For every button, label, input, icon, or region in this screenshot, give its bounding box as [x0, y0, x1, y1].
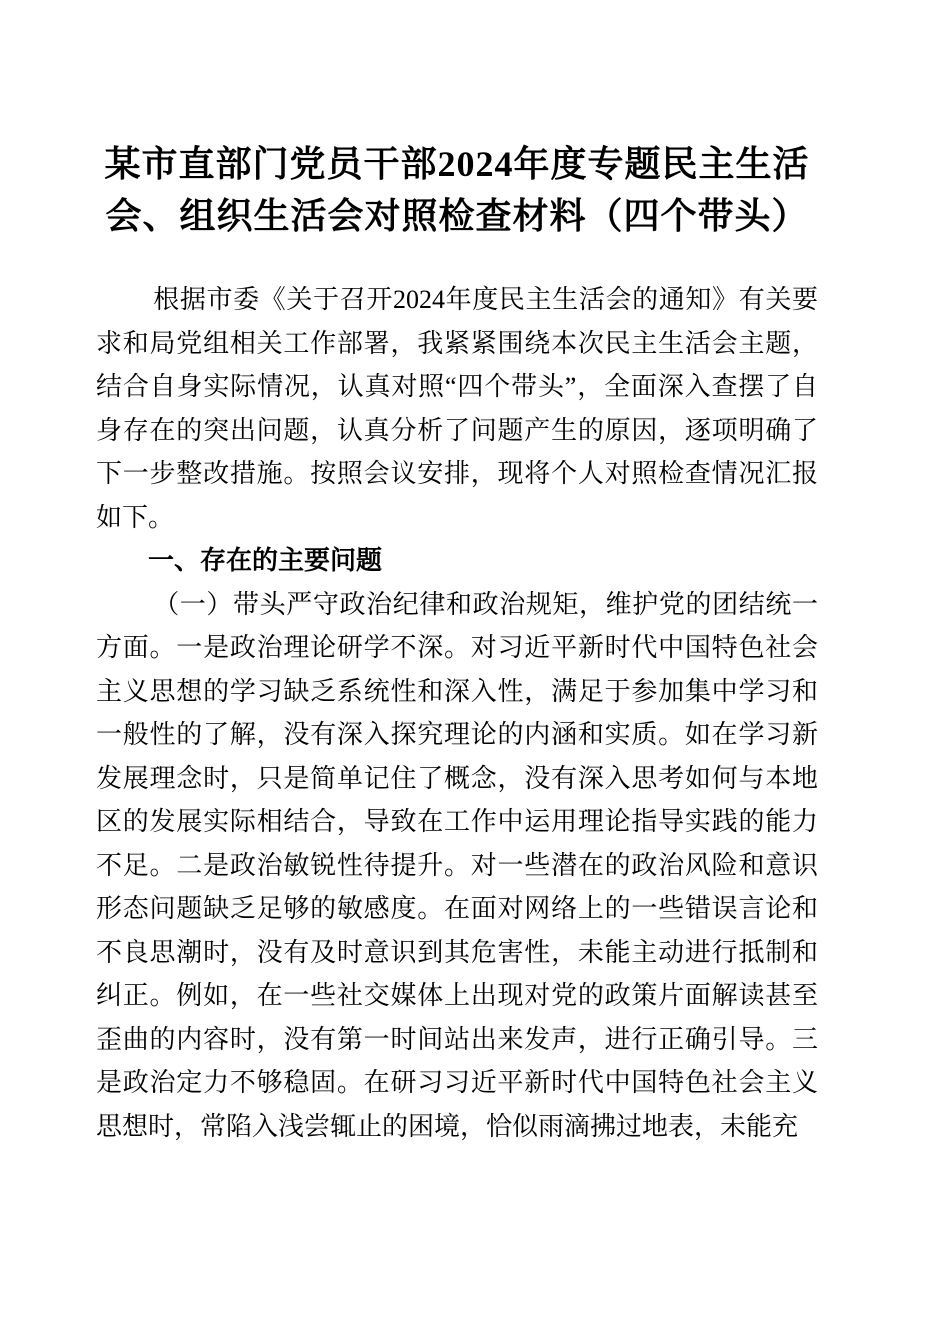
intro-paragraph: 根据市委《关于召开2024年度民主生活会的通知》有关要求和局党组相关工作部署，我紧紧围绕本次民主生活会主题，结合自身实际情况，认真对照“四个带头”，全面深入查摆了自身存在的突出问题，认真分析了问题产生的原因，逐项明确了下一步整改措施。按照会议安排，现将个人对照检查情况汇报如下。	[96, 285, 818, 532]
document-title: 某市直部门党员干部2024年度专题民主生活会、组织生活会对照检查材料（四个带头）	[104, 144, 810, 236]
document-content	[96, 0, 818, 1148]
document-body	[96, 278, 818, 1148]
section-1-heading: 一、存在的主要问题	[148, 545, 383, 575]
section-1-paragraph: （一）带头严守政治纪律和政治规矩，维护党的团结统一方面。一是政治理论研学不深。对习近平新时代中国特色社会主义思想的学习缺乏系统性和深入性，满足于参加集中学习和一般性的了解，没有深入探究理论的内涵和实质。如在学习新发展理念时，只是简单记住了概念，没有深入思考如何与本地区的发展实际相结合，导致在工作中运用理论指导实践的能力不足。二是政治敏锐性待提升。对一些潜在的政治风险和意识形态问题缺乏足够的敏感度。在面对网络上的一些错误言论和不良思潮时，没有及时意识到其危害性，未能主动进行抵制和纠正。例如，在一些社交媒体上出现对党的政策片面解读甚至歪曲的内容时，没有第一时间站出来发声，进行正确引导。三是政治定力不够稳固。在研习习近平新时代中国特色社会主义思想时，常陷入浅尝辄止的困境，恰似雨滴拂过地表，未能充	[96, 589, 818, 1141]
